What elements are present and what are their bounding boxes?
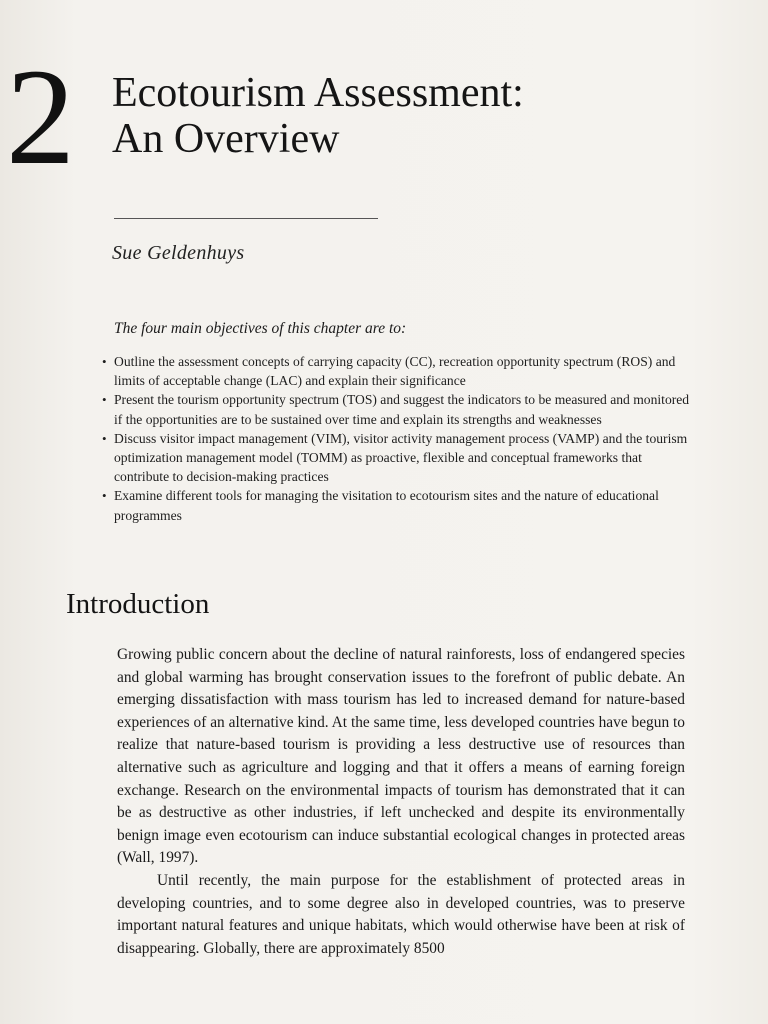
- objective-item: [100, 352, 690, 390]
- objectives-heading: The four main objectives of this chapter are to:: [114, 320, 407, 337]
- bullet-icon: •: [102, 354, 107, 369]
- bullet-icon: •: [102, 392, 107, 408]
- bullet-icon: •: [102, 488, 107, 504]
- objectives-list: [100, 352, 690, 525]
- section-heading-introduction: Introduction: [66, 588, 210, 620]
- body-paragraph: Growing public concern about the decline of natural rainforests, loss of endangered species and global warming has brought conservation issues to the forefront of public debate. An emerging dissatisfaction with mass tourism has led to increased demand for nature-based experiences of an alternative kind. At the same time, less developed countries have begun to realize that nature-based tourism is providing a less destructive use of resources than alternative such as agriculture and logging and that it offers a means of earning foreign exchange. Research on the environmental impacts of tourism has demonstrated that it can be as destructive as other industries, if left unchecked and despite its environmentally benign image even ecotourism can induce substantial ecological changes in protected areas (Wall, 1997).: [117, 646, 685, 867]
- body-paragraph: Until recently, the main purpose for the establishment of protected areas in developing countries, and to some degree also in developed countries, was to preserve important natural features and unique habitats, which would otherwise have been at risk of disappearing. Globally, there are approximately 8500: [117, 871, 685, 957]
- objective-item: [100, 486, 690, 524]
- introduction-body: [117, 644, 685, 960]
- objective-text: Present the tourism opportunity spectrum (TOS) and suggest the indicators to be measured and monitored if the opportunities are to be sustained over time and explain its strengths and weaknesses: [114, 392, 690, 427]
- chapter-title: [112, 70, 712, 162]
- objective-text: Examine different tools for managing the visitation to ecotourism sites and the nature of educational programmes: [114, 488, 659, 523]
- author-name: Sue Geldenhuys: [112, 242, 245, 264]
- title-divider: [114, 218, 378, 219]
- objective-item: [100, 429, 690, 487]
- objective-text: Outline the assessment concepts of carrying capacity (CC), recreation opportunity spectrum (ROS) and limits of acceptable change (LAC) and explain their significance: [114, 354, 676, 389]
- objective-text: Discuss visitor impact management (VIM), visitor activity management process (VAMP) and the tourism optimization management model (TOMM) as proactive, flexible and conceptual frameworks that contribute to decision-making practices: [114, 430, 688, 485]
- chapter-title-line-1: Ecotourism Assessment:: [112, 70, 524, 116]
- chapter-number: 2: [6, 40, 73, 193]
- chapter-title-line-2: An Overview: [112, 116, 340, 162]
- objective-item: [100, 390, 690, 428]
- bullet-icon: •: [102, 430, 107, 446]
